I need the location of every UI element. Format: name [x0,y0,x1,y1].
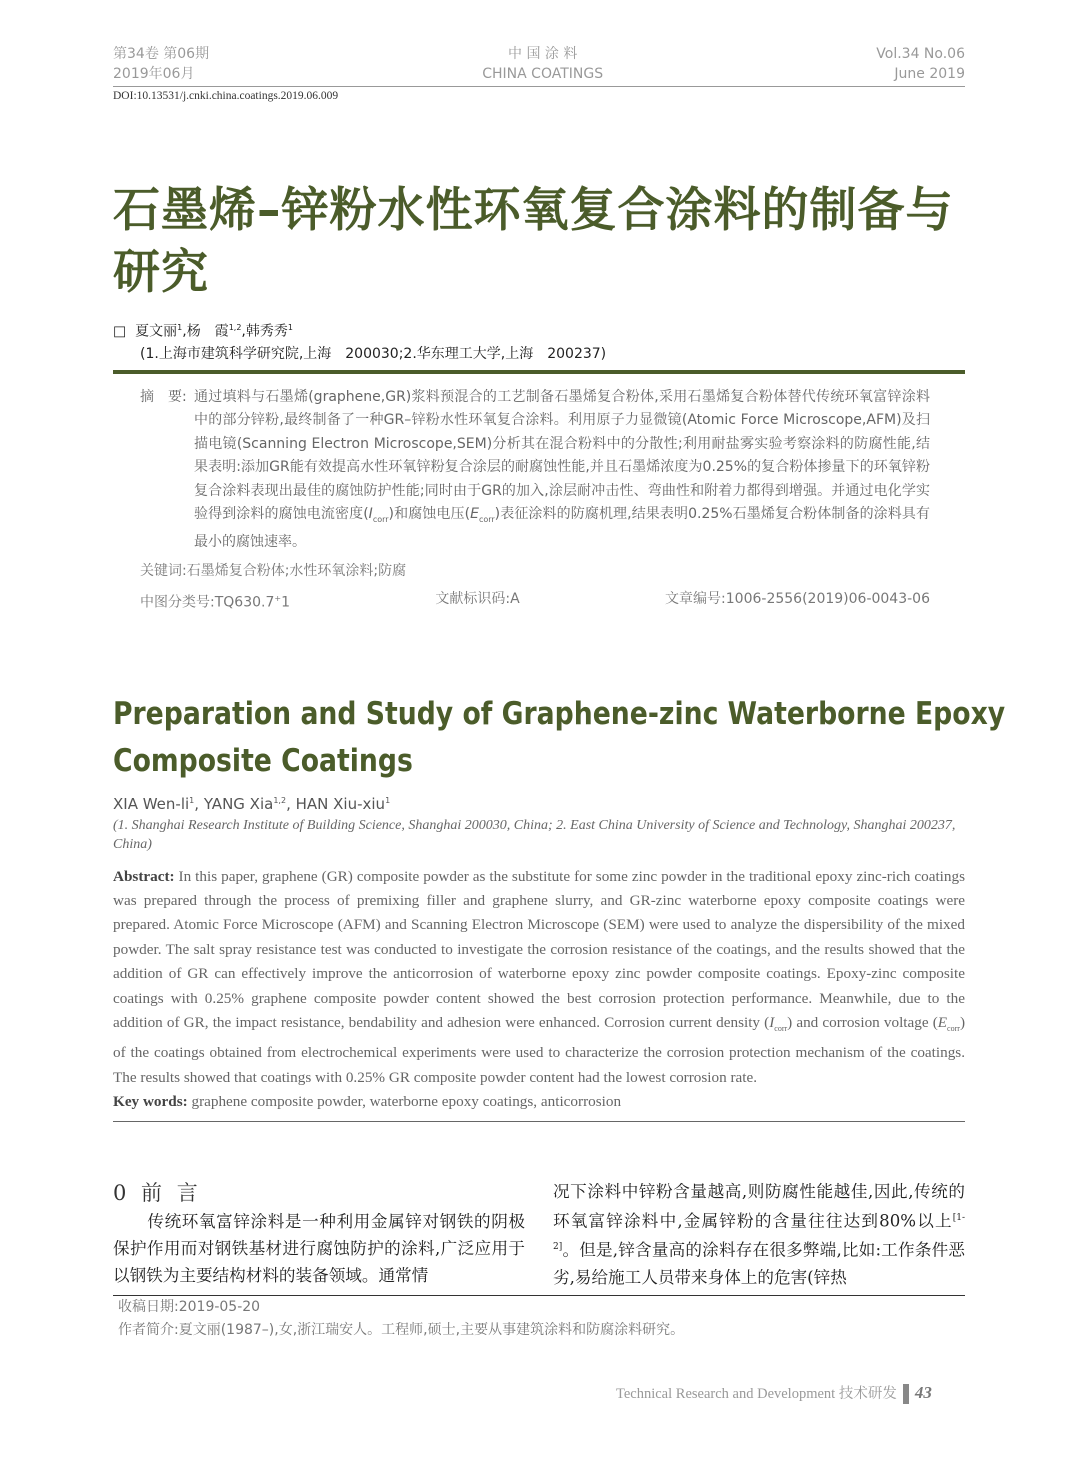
english-authors: XIA Wen-$li^1$, YANG Xia$^{1,2}$, HAN Xiu-xiu$^1$ [113,794,391,813]
issue-info: 第34卷 第06期 2019年06月 [113,46,210,82]
footer-bar [903,1384,909,1404]
body-columns [113,1178,965,1296]
body-left-column [113,1178,525,1291]
article-number: 文章编号:1006-2556(2019)06-0043-06 [665,590,930,607]
english-title: Preparation and Study of Graphene-zinc Waterborne Epoxy Composite Coatings [113,695,1006,779]
body-left-text: 传统环氧富锌涂料是一种利用金属锌对钢铁的阴极保护作用而对钢铁基材进行腐蚀防护的涂料,广泛应用于以钢铁为主要结构材料的装备领域。通常情 [113,1211,525,1285]
english-keywords: Key words: graphene composite powder, waterborne epoxy coatings, anticorrosion [113,1090,965,1121]
volume-info: Vol.34 No.06 June 2019 [876,46,965,82]
clc-number: 中图分类号:TQ630.7+1 [140,593,290,611]
english-affiliation: (1. Shanghai Research Institute of Building Science, Shanghai 200030, China; 2. East China University of Science and Technology, Shanghai 200237, China) [113,817,956,853]
title-divider [113,370,965,374]
chinese-title: 石墨烯–锌粉水性环氧复合涂料的制备与研究 [113,183,954,300]
received-date: 收稿日期:2019-05-20 [118,1298,261,1315]
chinese-keywords: 关键词:石墨烯复合粉体;水性环氧涂料;防腐 [140,562,407,579]
doi: DOI:10.13531/j.cnki.china.coatings.2019.06.009 [113,90,339,102]
chinese-abstract: 摘 要: 通过填料与石墨烯(graphene,GR)浆料预混合的工艺制备石墨烯复合粉体,采用石墨烯复合粉体替代传统环氧富锌涂料中的部分锌粉,最终制备了一种GR–锌粉水性环氧复合涂料。利用原子力显微镜(Atomic Force Microscope,AFM)及扫描电镜(Scanning Electron Microscope,SEM)分析其在混合粉料中的分散性;利用耐盐雾实验考察涂料的防腐性能,结果表明:添加GR能有效提高水性环氧锌粉复合涂层的耐腐蚀性能,并且石墨烯浓度为0.25%的复合粉体掺量下的环氧锌粉复合涂料表现出最佳的腐蚀防护性能;同时由于GR的加入,涂层耐冲击性、弯曲性和附着力都得到增强。并通过电化学实验得到涂料的腐蚀电流密度$(I_{corr})$和腐蚀电压$(E_{corr})$表征涂料的防腐机理,结果表明0.25%石墨烯复合粉体制备的涂料具有最小的腐蚀速率。 [140,388,930,551]
chinese-affiliation: (1.上海市建筑科学研究院,上海 200030;2.华东理工大学,上海 200237) [140,345,607,362]
page-number: 43 [914,1382,932,1402]
running-header [113,44,965,87]
section-heading: 0 前 言 [113,1180,202,1205]
classification-row [140,589,930,613]
english-abstract: Abstract: In this paper, graphene (GR) composite powder as the substitute for some zinc powder in the traditional epoxy zinc-rich coatings was prepared through the process of premixing filler and graphene slurry, and GR-zinc waterborne epoxy composite coatings were prepared. Atomic Force Microscope (AFM) and Scanning Electron Microscope (SEM) were used to analyze the dispersibility of the mixed powder. The salt spray resistance test was conducted to investigate the corrosion resistance of the coatings, and the results showed that the addition of GR can effectively improve the anticorrosion of waterborne epoxy zinc powder composite coatings. Epoxy-zinc composite coatings with 0.25% graphene composite powder content showed the best corrosion protection performance. Meanwhile, due to the addition of GR, the impact resistance, bendability and adhesion were enhanced. Corrosion current density $(I_{corr})$ and corrosion voltage $(E_{corr})$ of the coatings obtained from electrochemical experiments were used to characterize the corrosion protection mechanism of the coatings. The results showed that coatings with 0.25% GR composite powder content had the lowest corrosion rate. [113,867,965,1086]
author-bio: 作者简介:夏文丽(1987–),女,浙江瑞安人。工程师,硕士,主要从事建筑涂料和防腐涂料研究。 [118,1321,685,1338]
document-code: 文献标识码:A [435,590,520,607]
body-right-column: 况下涂料中锌粉含量越高,则防腐性能越佳,因此,传统的环氧富锌涂料中,金属锌粉的含量往往达到80%以上[1-2]。但是,锌含量高的涂料存在很多弊端,比如:工作条件恶劣,易给施工人员带来身体上的危害(锌热 [553,1181,965,1287]
page-footer: Technical Research and Development 技术研发 43 [616,1382,965,1405]
journal-name: 中 国 涂 料 CHINA COATINGS [482,46,604,82]
chinese-authors: □ 夏文丽$^1$,杨 霞$^{1,2}$,韩秀秀$^1$ [113,323,293,340]
